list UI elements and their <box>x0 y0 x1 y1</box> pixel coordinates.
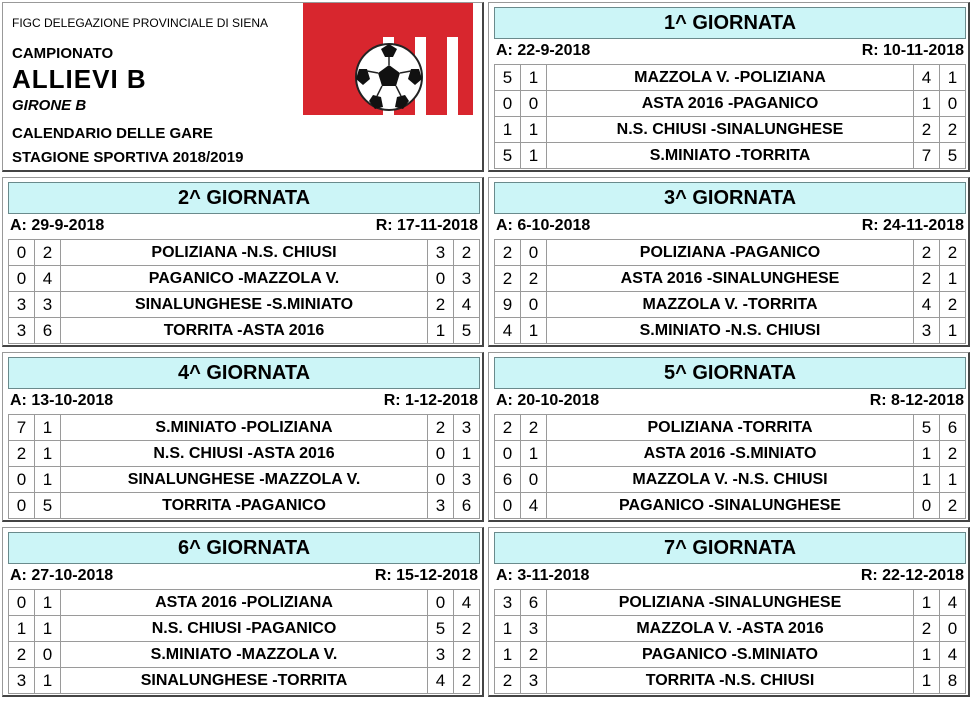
match-row <box>9 318 480 344</box>
match-row <box>9 493 480 519</box>
match-teams: SINALUNGHESE -MAZZOLA V. <box>61 467 428 493</box>
round-title: 1^ GIORNATA <box>494 7 966 39</box>
round-panel-3 <box>488 177 970 347</box>
andata-home-score: 2 <box>9 441 35 467</box>
andata-away-score: 1 <box>35 616 61 642</box>
match-teams: S.MINIATO -TORRITA <box>547 143 914 169</box>
round-panel-2 <box>2 177 484 347</box>
ritorno-away-score: 0 <box>940 91 966 117</box>
ritorno-home-score: 2 <box>914 117 940 143</box>
match-teams: S.MINIATO -MAZZOLA V. <box>61 642 428 668</box>
andata-home-score: 0 <box>9 590 35 616</box>
round-panel-1 <box>488 2 970 172</box>
match-teams: ASTA 2016 -POLIZIANA <box>61 590 428 616</box>
andata-away-score: 1 <box>35 415 61 441</box>
andata-home-score: 2 <box>495 240 521 266</box>
andata-away-score: 5 <box>35 493 61 519</box>
match-row <box>495 117 966 143</box>
ritorno-away-score: 1 <box>940 266 966 292</box>
match-row <box>9 292 480 318</box>
match-teams: POLIZIANA -PAGANICO <box>547 240 914 266</box>
match-teams: S.MINIATO -N.S. CHIUSI <box>547 318 914 344</box>
round-title: 6^ GIORNATA <box>8 532 480 564</box>
andata-away-score: 4 <box>35 266 61 292</box>
andata-home-score: 0 <box>495 441 521 467</box>
ritorno-away-score: 2 <box>454 668 480 694</box>
andata-date: A: 6-10-2018 <box>496 217 591 234</box>
ritorno-home-score: 4 <box>914 65 940 91</box>
andata-home-score: 0 <box>9 467 35 493</box>
matches-table <box>8 589 480 694</box>
ritorno-home-score: 2 <box>914 616 940 642</box>
ritorno-away-score: 4 <box>940 642 966 668</box>
match-teams: MAZZOLA V. -ASTA 2016 <box>547 616 914 642</box>
match-row <box>495 590 966 616</box>
andata-home-score: 6 <box>495 467 521 493</box>
andata-away-score: 1 <box>521 143 547 169</box>
ritorno-home-score: 1 <box>914 590 940 616</box>
match-row <box>495 668 966 694</box>
ritorno-date: R: 8-12-2018 <box>869 392 964 409</box>
match-row <box>495 441 966 467</box>
soccer-ball-icon <box>353 41 425 113</box>
round-title: 3^ GIORNATA <box>494 182 966 214</box>
andata-home-score: 2 <box>9 642 35 668</box>
ritorno-away-score: 2 <box>454 642 480 668</box>
matches-table <box>8 239 480 344</box>
round-dates <box>8 392 480 412</box>
andata-away-score: 1 <box>35 467 61 493</box>
round-title: 5^ GIORNATA <box>494 357 966 389</box>
ritorno-away-score: 3 <box>454 266 480 292</box>
ritorno-home-score: 7 <box>914 143 940 169</box>
andata-date: A: 29-9-2018 <box>10 217 105 234</box>
ritorno-away-score: 1 <box>940 65 966 91</box>
matches-table <box>494 414 966 519</box>
ritorno-away-score: 4 <box>454 590 480 616</box>
ritorno-away-score: 2 <box>940 117 966 143</box>
andata-home-score: 5 <box>495 65 521 91</box>
andata-away-score: 1 <box>521 441 547 467</box>
ritorno-home-score: 1 <box>914 642 940 668</box>
andata-away-score: 1 <box>521 117 547 143</box>
round-title: 2^ GIORNATA <box>8 182 480 214</box>
andata-away-score: 0 <box>521 292 547 318</box>
match-teams: ASTA 2016 -S.MINIATO <box>547 441 914 467</box>
andata-away-score: 4 <box>521 493 547 519</box>
match-teams: MAZZOLA V. -POLIZIANA <box>547 65 914 91</box>
ritorno-away-score: 2 <box>940 493 966 519</box>
calendar-label: CALENDARIO DELLE GARE <box>12 125 213 142</box>
andata-home-score: 3 <box>9 292 35 318</box>
match-row <box>495 467 966 493</box>
match-teams: PAGANICO -MAZZOLA V. <box>61 266 428 292</box>
andata-away-score: 1 <box>521 318 547 344</box>
ritorno-away-score: 2 <box>940 292 966 318</box>
andata-away-score: 1 <box>521 65 547 91</box>
match-teams: N.S. CHIUSI -PAGANICO <box>61 616 428 642</box>
match-row <box>9 240 480 266</box>
ritorno-date: R: 1-12-2018 <box>383 392 478 409</box>
ritorno-away-score: 1 <box>454 441 480 467</box>
match-row <box>9 441 480 467</box>
andata-away-score: 0 <box>521 91 547 117</box>
andata-date: A: 13-10-2018 <box>10 392 114 409</box>
ritorno-home-score: 0 <box>428 441 454 467</box>
round-panel-7 <box>488 527 970 697</box>
match-teams: ASTA 2016 -PAGANICO <box>547 91 914 117</box>
match-teams: TORRITA -ASTA 2016 <box>61 318 428 344</box>
match-teams: PAGANICO -SINALUNGHESE <box>547 493 914 519</box>
match-row <box>495 493 966 519</box>
andata-home-score: 0 <box>9 240 35 266</box>
match-row <box>495 318 966 344</box>
match-row <box>9 642 480 668</box>
andata-away-score: 3 <box>521 616 547 642</box>
ritorno-home-score: 5 <box>428 616 454 642</box>
ritorno-away-score: 5 <box>454 318 480 344</box>
andata-date: A: 22-9-2018 <box>496 42 591 59</box>
round-panel-6 <box>2 527 484 697</box>
ritorno-home-score: 3 <box>914 318 940 344</box>
ritorno-home-score: 2 <box>914 266 940 292</box>
match-teams: POLIZIANA -N.S. CHIUSI <box>61 240 428 266</box>
andata-home-score: 5 <box>495 143 521 169</box>
match-row <box>495 143 966 169</box>
matches-table <box>494 589 966 694</box>
ritorno-home-score: 0 <box>428 590 454 616</box>
ritorno-away-score: 6 <box>454 493 480 519</box>
andata-away-score: 3 <box>521 668 547 694</box>
andata-away-score: 6 <box>35 318 61 344</box>
andata-home-score: 9 <box>495 292 521 318</box>
ritorno-away-score: 8 <box>940 668 966 694</box>
match-row <box>9 668 480 694</box>
ritorno-away-score: 2 <box>940 240 966 266</box>
match-row <box>495 642 966 668</box>
andata-away-score: 2 <box>521 642 547 668</box>
ritorno-date: R: 10-11-2018 <box>861 42 964 59</box>
matches-table <box>494 64 966 169</box>
match-teams: SINALUNGHESE -S.MINIATO <box>61 292 428 318</box>
category-title: ALLIEVI B <box>12 64 147 94</box>
andata-date: A: 3-11-2018 <box>496 567 590 584</box>
andata-home-score: 2 <box>495 668 521 694</box>
ritorno-away-score: 1 <box>940 318 966 344</box>
match-teams: MAZZOLA V. -N.S. CHIUSI <box>547 467 914 493</box>
round-dates <box>8 567 480 587</box>
match-row <box>9 467 480 493</box>
andata-date: A: 20-10-2018 <box>496 392 600 409</box>
matches-table <box>494 239 966 344</box>
match-teams: SINALUNGHESE -TORRITA <box>61 668 428 694</box>
match-teams: N.S. CHIUSI -ASTA 2016 <box>61 441 428 467</box>
andata-away-score: 1 <box>35 441 61 467</box>
logo-stripe <box>447 37 458 115</box>
matches-table <box>8 414 480 519</box>
andata-away-score: 2 <box>521 266 547 292</box>
andata-home-score: 1 <box>495 642 521 668</box>
match-row <box>495 616 966 642</box>
ritorno-away-score: 3 <box>454 415 480 441</box>
ritorno-home-score: 3 <box>428 240 454 266</box>
round-dates <box>8 217 480 237</box>
match-teams: TORRITA -N.S. CHIUSI <box>547 668 914 694</box>
round-dates <box>494 217 966 237</box>
andata-home-score: 0 <box>495 493 521 519</box>
ritorno-away-score: 2 <box>454 616 480 642</box>
ritorno-home-score: 1 <box>914 441 940 467</box>
match-row <box>495 266 966 292</box>
round-title: 7^ GIORNATA <box>494 532 966 564</box>
andata-home-score: 1 <box>495 616 521 642</box>
andata-away-score: 2 <box>521 415 547 441</box>
andata-date: A: 27-10-2018 <box>10 567 114 584</box>
round-dates <box>494 42 966 62</box>
match-row <box>9 590 480 616</box>
match-row <box>9 415 480 441</box>
andata-away-score: 0 <box>521 467 547 493</box>
andata-home-score: 3 <box>495 590 521 616</box>
ritorno-date: R: 17-11-2018 <box>375 217 478 234</box>
andata-away-score: 6 <box>521 590 547 616</box>
ritorno-away-score: 6 <box>940 415 966 441</box>
ritorno-away-score: 4 <box>940 590 966 616</box>
andata-home-score: 0 <box>9 493 35 519</box>
andata-away-score: 1 <box>35 668 61 694</box>
ritorno-away-score: 2 <box>454 240 480 266</box>
group-label: GIRONE B <box>12 97 87 114</box>
andata-home-score: 3 <box>9 318 35 344</box>
andata-home-score: 1 <box>9 616 35 642</box>
match-teams: TORRITA -PAGANICO <box>61 493 428 519</box>
andata-home-score: 4 <box>495 318 521 344</box>
match-row <box>9 266 480 292</box>
header-panel <box>2 2 484 172</box>
organization-label: FIGC DELEGAZIONE PROVINCIALE DI SIENA <box>12 16 269 30</box>
ritorno-away-score: 4 <box>454 292 480 318</box>
ritorno-home-score: 0 <box>914 493 940 519</box>
season-label: STAGIONE SPORTIVA 2018/2019 <box>12 149 244 166</box>
ritorno-home-score: 5 <box>914 415 940 441</box>
ritorno-away-score: 0 <box>940 616 966 642</box>
ritorno-home-score: 2 <box>428 415 454 441</box>
andata-home-score: 0 <box>9 266 35 292</box>
ritorno-away-score: 1 <box>940 467 966 493</box>
round-dates <box>494 392 966 412</box>
andata-home-score: 2 <box>495 415 521 441</box>
ritorno-home-score: 1 <box>428 318 454 344</box>
match-row <box>495 91 966 117</box>
ritorno-home-score: 3 <box>428 642 454 668</box>
ritorno-home-score: 4 <box>914 292 940 318</box>
match-row <box>9 616 480 642</box>
match-row <box>495 292 966 318</box>
andata-away-score: 1 <box>35 590 61 616</box>
federation-logo <box>303 3 473 115</box>
match-row <box>495 240 966 266</box>
match-teams: POLIZIANA -TORRITA <box>547 415 914 441</box>
andata-away-score: 2 <box>35 240 61 266</box>
ritorno-home-score: 1 <box>914 467 940 493</box>
ritorno-date: R: 24-11-2018 <box>861 217 964 234</box>
ritorno-home-score: 1 <box>914 668 940 694</box>
match-teams: N.S. CHIUSI -SINALUNGHESE <box>547 117 914 143</box>
ritorno-home-score: 4 <box>428 668 454 694</box>
match-teams: S.MINIATO -POLIZIANA <box>61 415 428 441</box>
andata-away-score: 0 <box>35 642 61 668</box>
ritorno-home-score: 1 <box>914 91 940 117</box>
andata-home-score: 7 <box>9 415 35 441</box>
match-teams: MAZZOLA V. -TORRITA <box>547 292 914 318</box>
ritorno-home-score: 0 <box>428 266 454 292</box>
ritorno-away-score: 2 <box>940 441 966 467</box>
ritorno-date: R: 22-12-2018 <box>860 567 964 584</box>
andata-away-score: 3 <box>35 292 61 318</box>
andata-home-score: 1 <box>495 117 521 143</box>
ritorno-away-score: 5 <box>940 143 966 169</box>
andata-home-score: 3 <box>9 668 35 694</box>
ritorno-home-score: 0 <box>428 467 454 493</box>
andata-home-score: 0 <box>495 91 521 117</box>
round-panel-4 <box>2 352 484 522</box>
match-teams: PAGANICO -S.MINIATO <box>547 642 914 668</box>
championship-label: CAMPIONATO <box>12 45 114 62</box>
round-panel-5 <box>488 352 970 522</box>
ritorno-date: R: 15-12-2018 <box>374 567 478 584</box>
match-teams: POLIZIANA -SINALUNGHESE <box>547 590 914 616</box>
round-title: 4^ GIORNATA <box>8 357 480 389</box>
match-row <box>495 415 966 441</box>
ritorno-away-score: 3 <box>454 467 480 493</box>
match-row <box>495 65 966 91</box>
ritorno-home-score: 3 <box>428 493 454 519</box>
round-dates <box>494 567 966 587</box>
ritorno-home-score: 2 <box>428 292 454 318</box>
andata-home-score: 2 <box>495 266 521 292</box>
match-teams: ASTA 2016 -SINALUNGHESE <box>547 266 914 292</box>
andata-away-score: 0 <box>521 240 547 266</box>
ritorno-home-score: 2 <box>914 240 940 266</box>
